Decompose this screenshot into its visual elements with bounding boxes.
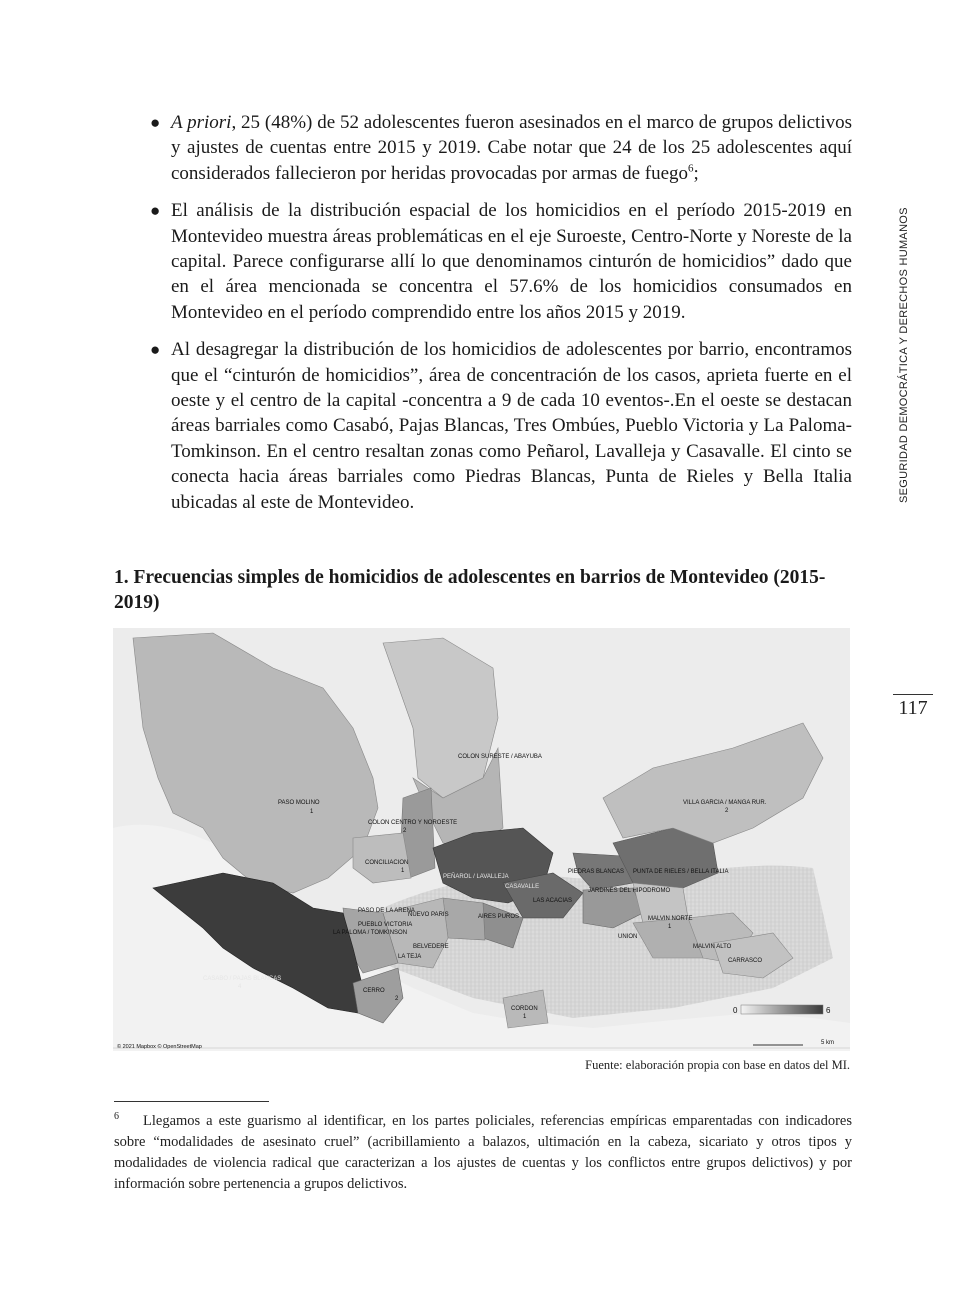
bullet-text: Al desagregar la distribución de los homicidios de adolescentes por barrio, encontramos que el “cinturón de homicidios”, área de concentración de los casos, aprieta fuerte en el oeste y el centro de la capital -concentra a 9 de cada 10 eventos-.En el oeste se destacan áreas barriales como Casabó, Pajas Blancas, Tres Ombúes, Pueblo Victoria y La Paloma-Tomkinson. En el centro resaltan zonas como Peñarol, Lavalleja y Casavalle. El cinto se conecta hacia áreas barriales como Piedras Blancas, Punta de Rieles y Bella Italia ubicadas al este de Montevideo. (171, 339, 852, 513)
legend (733, 1005, 831, 1015)
map-count: 2 (725, 808, 729, 814)
map-label: LA TEJA (398, 954, 422, 960)
map-label: PIEDRAS BLANCAS (568, 869, 625, 875)
bullet-dot: ● (150, 340, 161, 360)
section-title: 1. Frecuencias simples de homicidios de adolescentes en barrios de Montevideo (2015-2019) (114, 567, 826, 613)
map-count: 1 (523, 1014, 527, 1020)
map-label: MALVIN ALTO (693, 944, 732, 950)
scale-label: 5 km (821, 1040, 835, 1046)
map-label: BELVEDERE (413, 944, 449, 950)
bullet-item (150, 198, 852, 325)
map-label: LAS ACACIAS (533, 898, 573, 904)
map-count: 2 (403, 828, 407, 834)
choropleth-map (113, 628, 850, 1051)
map-label: PASO DE LA ARENA (358, 908, 415, 914)
map-label: UNION (618, 934, 638, 940)
map-label: LA PALOMA / TOMKINSON (333, 930, 408, 936)
running-header: SEGURIDAD DEMOCRÁTICA Y DERECHOS HUMANOS (898, 207, 910, 503)
map-label: PUEBLO VICTORIA (358, 922, 413, 928)
legend-min: 0 (733, 1006, 738, 1015)
map-label: PEÑAROL / LAVALLEJA (443, 874, 509, 880)
footnote: 6 Llegamos a este guarismo al identificar, en los partes policiales, referencias empíricas emparentadas con indicadores sobre “modalidades de asesinato cruel” (acribillamiento a balazos, ultimación en la cabeza, sicariato y otros tipos y modalidades de violencia radical que caracterizan a los ajustes de cuentas y los conflictos entre grupos delictivos) y por información sobre pertenencia a grupos delictivos. (114, 1111, 852, 1192)
footnote-text: Llegamos a este guarismo al identificar, en los partes policiales, referencias empíricas emparentadas con indicadores sobre “modalidades de asesinato cruel” (acribillamiento a balazos, ultimación en la cabeza, sicariato y otros tipos y modalidades de violencia radical que caracterizan a los ajustes de cuentas y los conflictos entre grupos delictivos) y por información sobre pertenencia a grupos delictivos. (114, 1113, 852, 1192)
map-svg (113, 628, 850, 1051)
map-label: VILLA GARCIA / MANGA RUR. (683, 800, 767, 806)
map-count: 1 (668, 924, 672, 930)
map-label: CASABO / PAJAS BLANCAS (203, 976, 282, 982)
bullet-dot: ● (150, 113, 161, 132)
map-label: AIRES PUROS (478, 914, 520, 920)
bullet-tail: ; (693, 162, 699, 184)
map-count: 1 (401, 868, 405, 874)
map-label: CONCILIACION (365, 860, 409, 866)
map-label: JARDINES DEL HIPODROMO (588, 888, 671, 894)
map-count: 1 (310, 809, 314, 815)
bullet-item (150, 110, 852, 186)
map-label: CERRO (363, 988, 385, 994)
bullet-italic-lead: A priori (171, 112, 232, 133)
legend-max: 6 (826, 1006, 831, 1015)
map-label: PUNTA DE RIELES / BELLA ITALIA (633, 869, 729, 875)
page-number: 117 (893, 694, 933, 720)
map-label: PASO MOLINO (278, 800, 320, 806)
map-label: NUEVO PARIS (408, 912, 449, 918)
bullet-text: El análisis de la distribución espacial de los homicidios en el período 2015-2019 en Montevideo muestra áreas problemáticas en el eje Suroeste, Centro-Norte y Noreste de la capital. Parece configurarse allí lo que denominamos cinturón de homicidios” dado que en el área mencionada se concentra el 57.6% de los homicidios consumados en Montevideo en el período comprendido entre los años 2015 y 2019. (171, 200, 852, 323)
footnote-divider (114, 1101, 269, 1102)
map-label: CASAVALLE (505, 884, 540, 890)
map-label: CARRASCO (728, 958, 763, 964)
map-label: CORDON (511, 1006, 538, 1012)
map-attribution: © 2021 Mapbox © OpenStreetMap (117, 1044, 202, 1050)
map-count: 2 (395, 996, 399, 1002)
map-label: COLON CENTRO Y NOROESTE (368, 820, 458, 826)
bullet-item (150, 337, 852, 515)
map-label: MALVIN NORTE (648, 916, 693, 922)
legend-gradient (741, 1005, 823, 1014)
map-label: COLON SURESTE / ABAYUBA (458, 754, 542, 760)
map-count: 4 (238, 984, 242, 990)
bullet-text: , 25 (48%) de 52 adolescentes fueron asesinados en el marco de grupos delictivos y ajustes de cuentas entre 2015 y 2019. Cabe notar que 24 de los 25 adolescentes aquí considerados fallecieron por heridas provocadas por armas de fuego (171, 112, 853, 184)
footnote-ref[interactable]: 6 (688, 162, 694, 175)
bullet-dot: ● (150, 201, 161, 221)
bullet-list (150, 110, 852, 527)
source-note: Fuente: elaboración propia con base en datos del MI. (585, 1058, 850, 1072)
